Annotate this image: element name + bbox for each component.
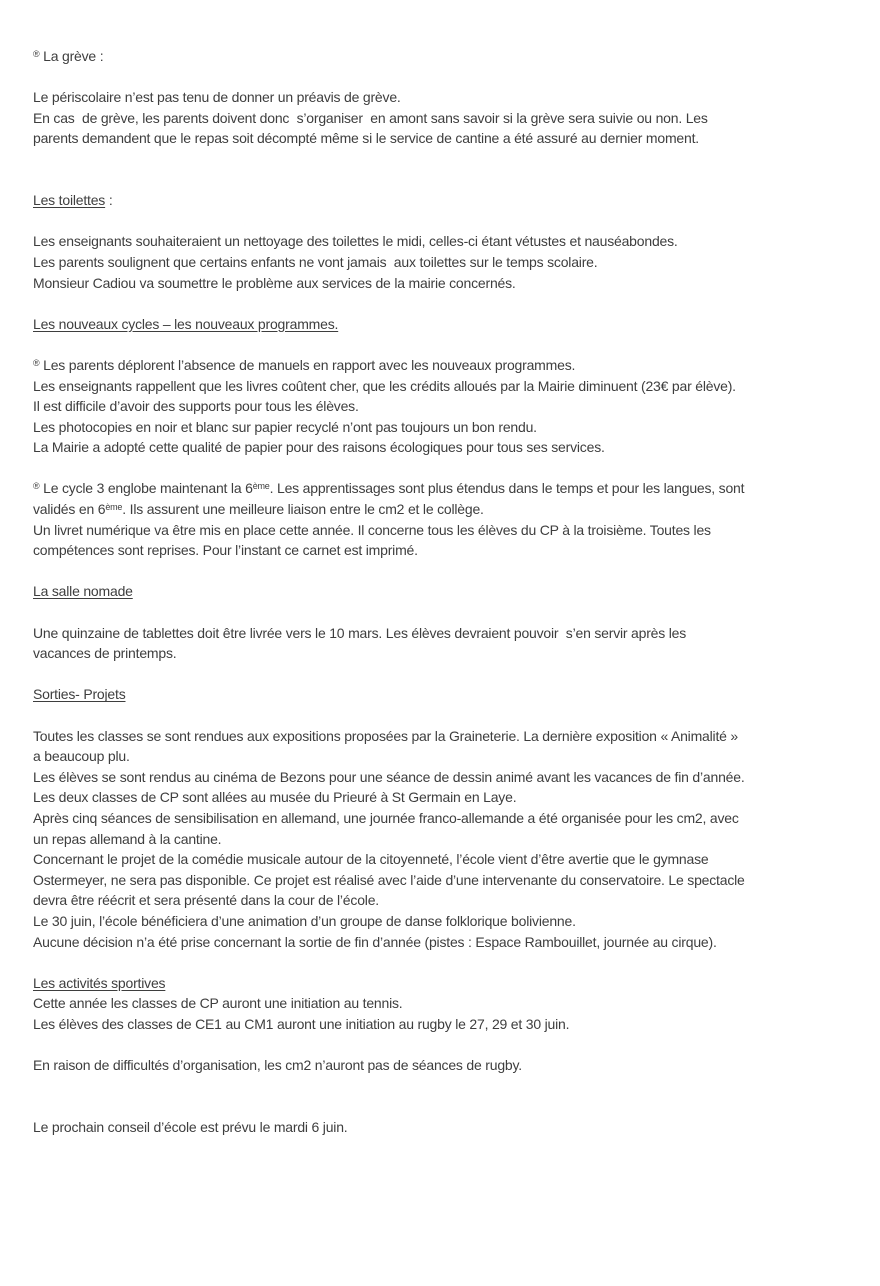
text-segment: vacances de printemps. <box>33 645 177 662</box>
paragraph <box>33 623 848 664</box>
text-segment: Le cycle 3 englobe maintenant la 6 <box>39 480 253 497</box>
vertical-spacer <box>33 149 848 190</box>
text-line <box>33 396 848 417</box>
text-segment: Les deux classes de CP sont allées au musée du Prieuré à St Germain en Laye. <box>33 789 517 806</box>
vertical-spacer <box>33 67 848 88</box>
text-segment: Concernant le projet de la comédie musicale autour de la citoyenneté, l’école vient d’être avertie que le gymnase <box>33 851 709 868</box>
text-segment: Les photocopies en noir et blanc sur papier recyclé n’ont pas toujours un bon rendu. <box>33 418 537 435</box>
text-segment: Les élèves des classes de CE1 au CM1 auront une initiation au rugby le 27, 29 et 30 juin. <box>33 1015 570 1032</box>
section-heading-block <box>33 314 848 335</box>
heading-underlined-text: Les nouveaux cycles – les nouveaux programmes. <box>33 315 339 332</box>
text-segment: En raison de difficultés d’organisation, les cm2 n’auront pas de séances de rugby. <box>33 1057 522 1074</box>
text-line <box>33 993 848 1014</box>
text-segment: : <box>105 192 113 209</box>
text-segment: Le 30 juin, l’école bénéficiera d’une animation d’un groupe de danse folklorique bolivienne. <box>33 912 576 929</box>
text-segment: un repas allemand à la cantine. <box>33 830 222 847</box>
paragraph <box>33 355 848 458</box>
heading-underlined-text: Les activités sportives <box>33 974 166 991</box>
bullet-icon: ® <box>33 481 40 492</box>
text-line <box>33 376 848 397</box>
section-heading <box>33 314 848 335</box>
superscript-text: ème <box>105 502 123 513</box>
text-segment: La Mairie a adopté cette qualité de papier pour des raisons écologiques pour tous ses services. <box>33 439 605 456</box>
text-segment: Aucune décision n’a été prise concernant la sortie de fin d’année (pistes : Espace Rambouillet, journée au cirque). <box>33 933 717 950</box>
paragraph <box>33 973 848 1035</box>
text-segment: a beaucoup plu. <box>33 748 130 765</box>
vertical-spacer <box>33 602 848 623</box>
text-line <box>33 231 848 252</box>
text-line <box>33 932 848 953</box>
text-segment: parents demandent que le repas soit décompté même si le service de cantine a été assuré au dernier moment. <box>33 130 699 147</box>
vertical-spacer <box>33 952 848 973</box>
text-line <box>33 128 848 149</box>
text-segment: Il est difficile d’avoir des supports pour tous les élèves. <box>33 398 359 415</box>
text-segment: Ostermeyer, ne sera pas disponible. Ce projet est réalisé avec l’aide d’une intervenante du conservatoire. Le spectacle <box>33 871 745 888</box>
text-line <box>33 767 848 788</box>
paragraph <box>33 231 848 293</box>
text-segment: Un livret numérique va être mis en place cette année. Il concerne tous les élèves du CP à la troisième. Toutes les <box>33 521 711 538</box>
bullet-icon: ® <box>33 49 40 59</box>
vertical-spacer <box>33 458 848 479</box>
text-segment: Monsieur Cadiou va soumettre le problème aux services de la mairie concernés. <box>33 274 516 291</box>
text-segment: Les parents soulignent que certains enfants ne vont jamais aux toilettes sur le temps scolaire. <box>33 253 598 270</box>
text-segment: La grève : <box>39 48 104 64</box>
text-line <box>33 623 848 644</box>
text-segment: . Ils assurent une meilleure liaison entre le cm2 et le collège. <box>122 501 484 518</box>
text-line <box>33 252 848 273</box>
section-heading-block <box>33 684 848 705</box>
text-line <box>33 273 848 294</box>
text-segment: Les enseignants souhaiteraient un nettoyage des toilettes le midi, celles-ci étant vétustes et nauséabondes. <box>33 233 678 250</box>
text-line <box>33 870 848 891</box>
text-segment: . Les apprentissages sont plus étendus dans le temps et pour les langues, sont <box>269 480 745 497</box>
text-line <box>33 355 848 376</box>
text-segment: compétences sont reprises. Pour l’instant ce carnet est imprimé. <box>33 542 418 559</box>
text-line <box>33 849 848 870</box>
vertical-spacer <box>33 561 848 582</box>
section-heading-block <box>33 581 848 602</box>
text-line <box>33 746 848 767</box>
text-segment: En cas de grève, les parents doivent donc s’organiser en amont sans savoir si la grève sera suivie ou non. Les <box>33 109 708 126</box>
text-line <box>33 417 848 438</box>
paragraph <box>33 726 848 953</box>
text-segment: devra être réécrit et sera présenté dans la cour de l’école. <box>33 892 379 909</box>
text-segment: Après cinq séances de sensibilisation en allemand, une journée franco-allemande a été organisée pour les cm2, avec <box>33 809 739 826</box>
text-segment: Le prochain conseil d’école est prévu le mardi 6 juin. <box>33 1118 348 1135</box>
text-line <box>33 520 848 541</box>
heading-underlined-text: Les toilettes <box>33 192 106 209</box>
text-line <box>33 437 848 458</box>
text-line <box>33 46 848 67</box>
section-heading <box>33 684 848 705</box>
vertical-spacer <box>33 334 848 355</box>
vertical-spacer <box>33 1035 848 1056</box>
paragraph <box>33 1055 848 1076</box>
paragraph <box>33 478 848 560</box>
text-line <box>33 787 848 808</box>
section-heading-block <box>33 190 848 211</box>
text-line <box>33 726 848 747</box>
text-segment: validés en 6 <box>33 501 106 518</box>
text-segment: Une quinzaine de tablettes doit être livrée vers le 10 mars. Les élèves devraient pouvoir s’en servir après les <box>33 624 687 641</box>
paragraph <box>33 87 848 149</box>
text-line <box>33 540 848 561</box>
text-line <box>33 1055 848 1076</box>
text-line <box>33 1117 848 1138</box>
text-line <box>33 108 848 129</box>
paragraph <box>33 46 848 67</box>
text-line <box>33 499 848 520</box>
vertical-spacer <box>33 211 848 232</box>
text-line <box>33 890 848 911</box>
text-line <box>33 478 848 499</box>
paragraph <box>33 1117 848 1138</box>
section-heading <box>33 190 848 211</box>
text-line <box>33 87 848 108</box>
text-line <box>33 643 848 664</box>
vertical-spacer <box>33 664 848 685</box>
vertical-spacer <box>33 293 848 314</box>
bullet-icon: ® <box>33 357 40 368</box>
heading-underlined-text: Sorties- Projets <box>33 686 126 703</box>
text-segment: Cette année les classes de CP auront une initiation au tennis. <box>33 995 403 1012</box>
section-heading <box>33 973 848 994</box>
text-segment: Les élèves se sont rendus au cinéma de Bezons pour une séance de dessin animé avant les vacances de fin d’année. <box>33 768 745 785</box>
heading-underlined-text: La salle nomade <box>33 583 133 600</box>
text-line <box>33 808 848 829</box>
text-line <box>33 829 848 850</box>
vertical-spacer <box>33 1076 848 1117</box>
vertical-spacer <box>33 705 848 726</box>
section-heading <box>33 581 848 602</box>
text-line <box>33 911 848 932</box>
text-segment: Les enseignants rappellent que les livres coûtent cher, que les crédits alloués par la Mairie diminuent (23€ par élève). <box>33 377 736 394</box>
text-segment: Les parents déplorent l’absence de manuels en rapport avec les nouveaux programmes. <box>39 356 576 373</box>
superscript-text: ème <box>252 481 270 492</box>
text-segment: Le périscolaire n’est pas tenu de donner un préavis de grève. <box>33 89 401 106</box>
text-line <box>33 1014 848 1035</box>
text-segment: Toutes les classes se sont rendues aux expositions proposées par la Graineterie. La dernière exposition « Animalité » <box>33 727 739 744</box>
